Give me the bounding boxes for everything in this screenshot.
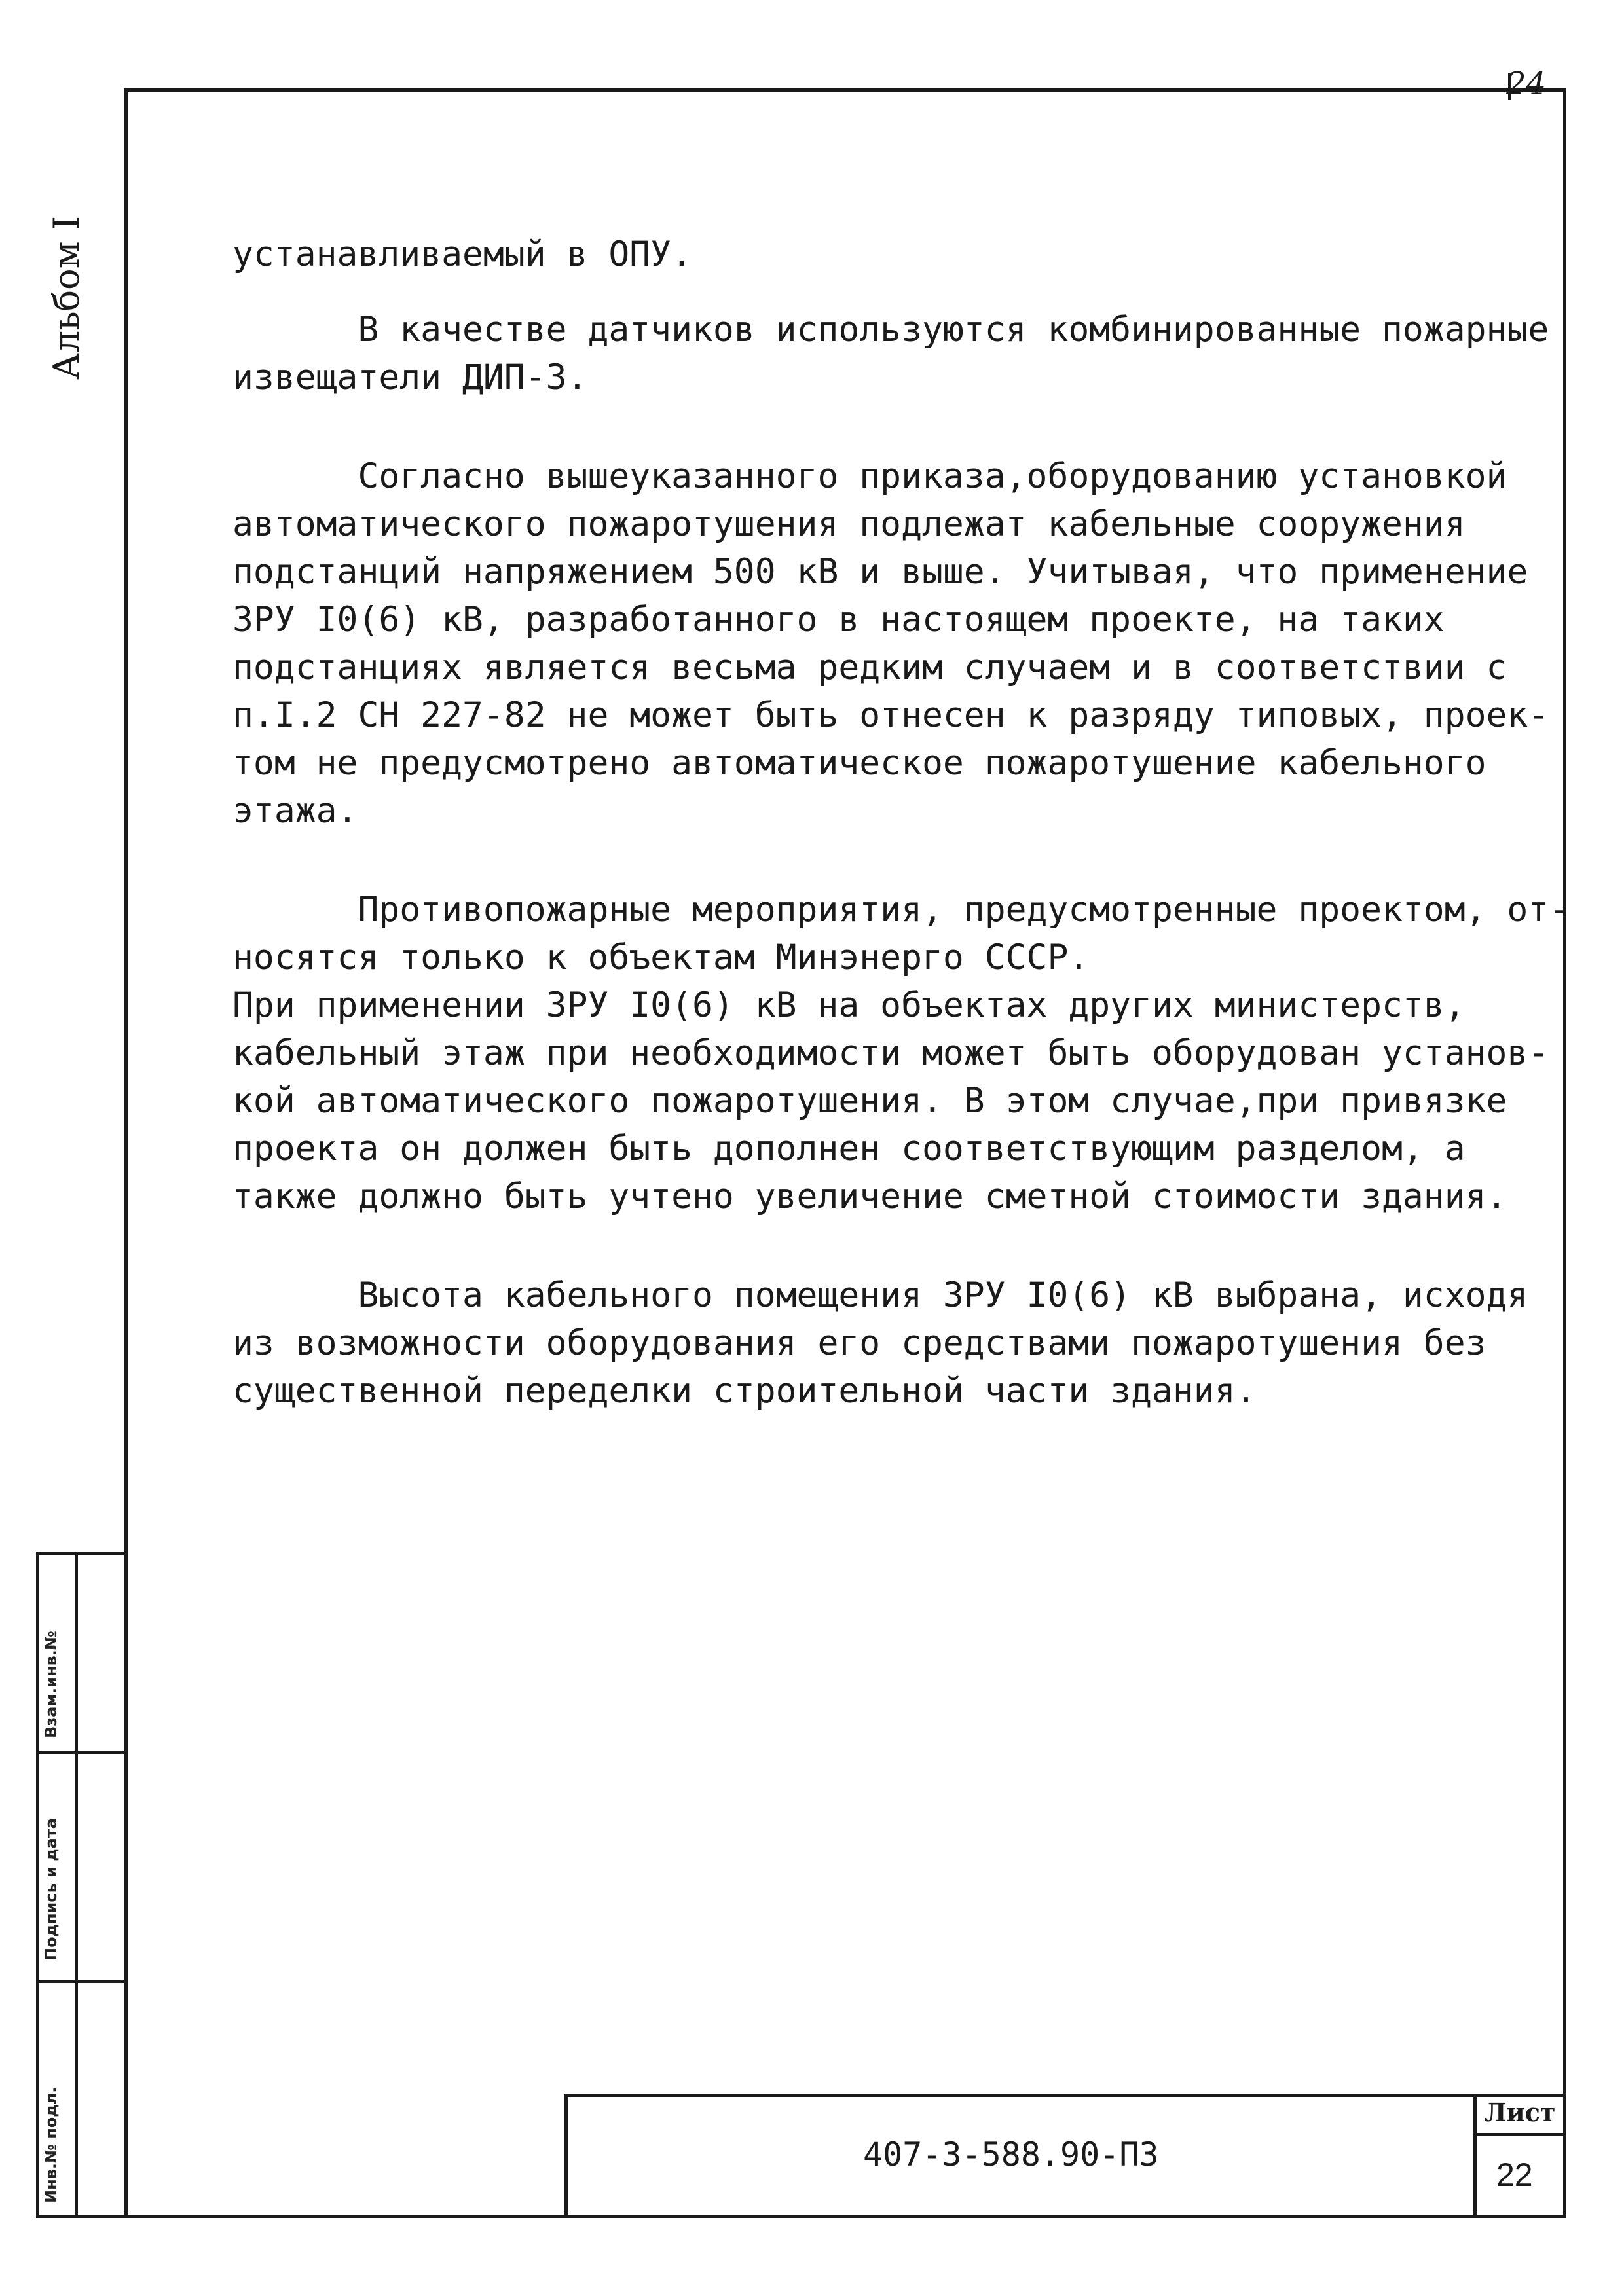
text-line: существенной переделки строительной части здания. bbox=[232, 1371, 1257, 1411]
text-line: носятся только к объектам Минэнерго СССР. bbox=[232, 938, 1090, 977]
album-label: Альбом I bbox=[46, 215, 87, 380]
side-stamp-signature-date: Подпись и дата bbox=[42, 1818, 60, 1961]
text-line: Противопожарные мероприятия, предусмотренные проектом, от- bbox=[232, 890, 1570, 930]
text-line: из возможности оборудования его средствами пожаротушения без bbox=[232, 1323, 1486, 1363]
text-line: автоматического пожаротушения подлежат кабельные сооружения bbox=[232, 504, 1466, 544]
sheet-label: Лист bbox=[1485, 2098, 1556, 2127]
side-stamp bbox=[36, 1552, 128, 2218]
text-line: устанавливаемый в ОПУ. bbox=[232, 234, 692, 274]
side-stamp-divider bbox=[75, 1555, 78, 2215]
text-line: том не предусмотрено автоматическое пожаротушение кабельного bbox=[232, 743, 1486, 783]
text-line: Согласно вышеуказанного приказа,оборудованию установкой bbox=[232, 456, 1507, 496]
text-line: В качестве датчиков используются комбинированные пожарные bbox=[232, 310, 1549, 350]
side-stamp-orig-inv: Инв.№ подл. bbox=[42, 2086, 60, 2203]
text-line: При применении ЗРУ I0(6) кВ на объектах других министерств, bbox=[232, 985, 1466, 1025]
text-line: подстанциях является весьма редким случаем и в соответствии с bbox=[232, 647, 1507, 687]
text-line: кабельный этаж при необходимости может быть оборудован установ- bbox=[232, 1033, 1549, 1073]
document-code: 407-3-588.90-ПЗ bbox=[863, 2136, 1159, 2174]
document-body bbox=[232, 230, 1570, 1415]
text-line: извещатели ДИП-3. bbox=[232, 357, 588, 397]
text-line: ЗРУ I0(6) кВ, разработанного в настоящем проекте, на таких bbox=[232, 600, 1445, 640]
text-line: подстанций напряжением 500 кВ и выше. Учитывая, что применение bbox=[232, 552, 1528, 592]
text-line: п.I.2 СН 227-82 не может быть отнесен к разряду типовых, проек- bbox=[232, 695, 1549, 735]
sheet-box-divider bbox=[1477, 2133, 1566, 2136]
sheet-number: 22 bbox=[1496, 2157, 1533, 2193]
sheet-box bbox=[1473, 2094, 1566, 2218]
text-line: кой автоматического пожаротушения. В этом случае,при привязке bbox=[232, 1081, 1507, 1121]
text-line: также должно быть учтено увеличение сметной стоимости здания. bbox=[232, 1176, 1507, 1216]
text-line: проекта он должен быть дополнен соответствующим разделом, а bbox=[232, 1129, 1466, 1169]
side-stamp-replace-inv: Взам.инв.№ bbox=[42, 1631, 60, 1738]
corner-page-number: 24 bbox=[1506, 65, 1547, 102]
text-line: Высота кабельного помещения ЗРУ I0(6) кВ выбрана, исходя bbox=[232, 1275, 1528, 1315]
side-stamp-row-line bbox=[39, 1751, 128, 1754]
side-stamp-row-line bbox=[39, 1980, 128, 1983]
text-line: этажа. bbox=[232, 791, 358, 831]
